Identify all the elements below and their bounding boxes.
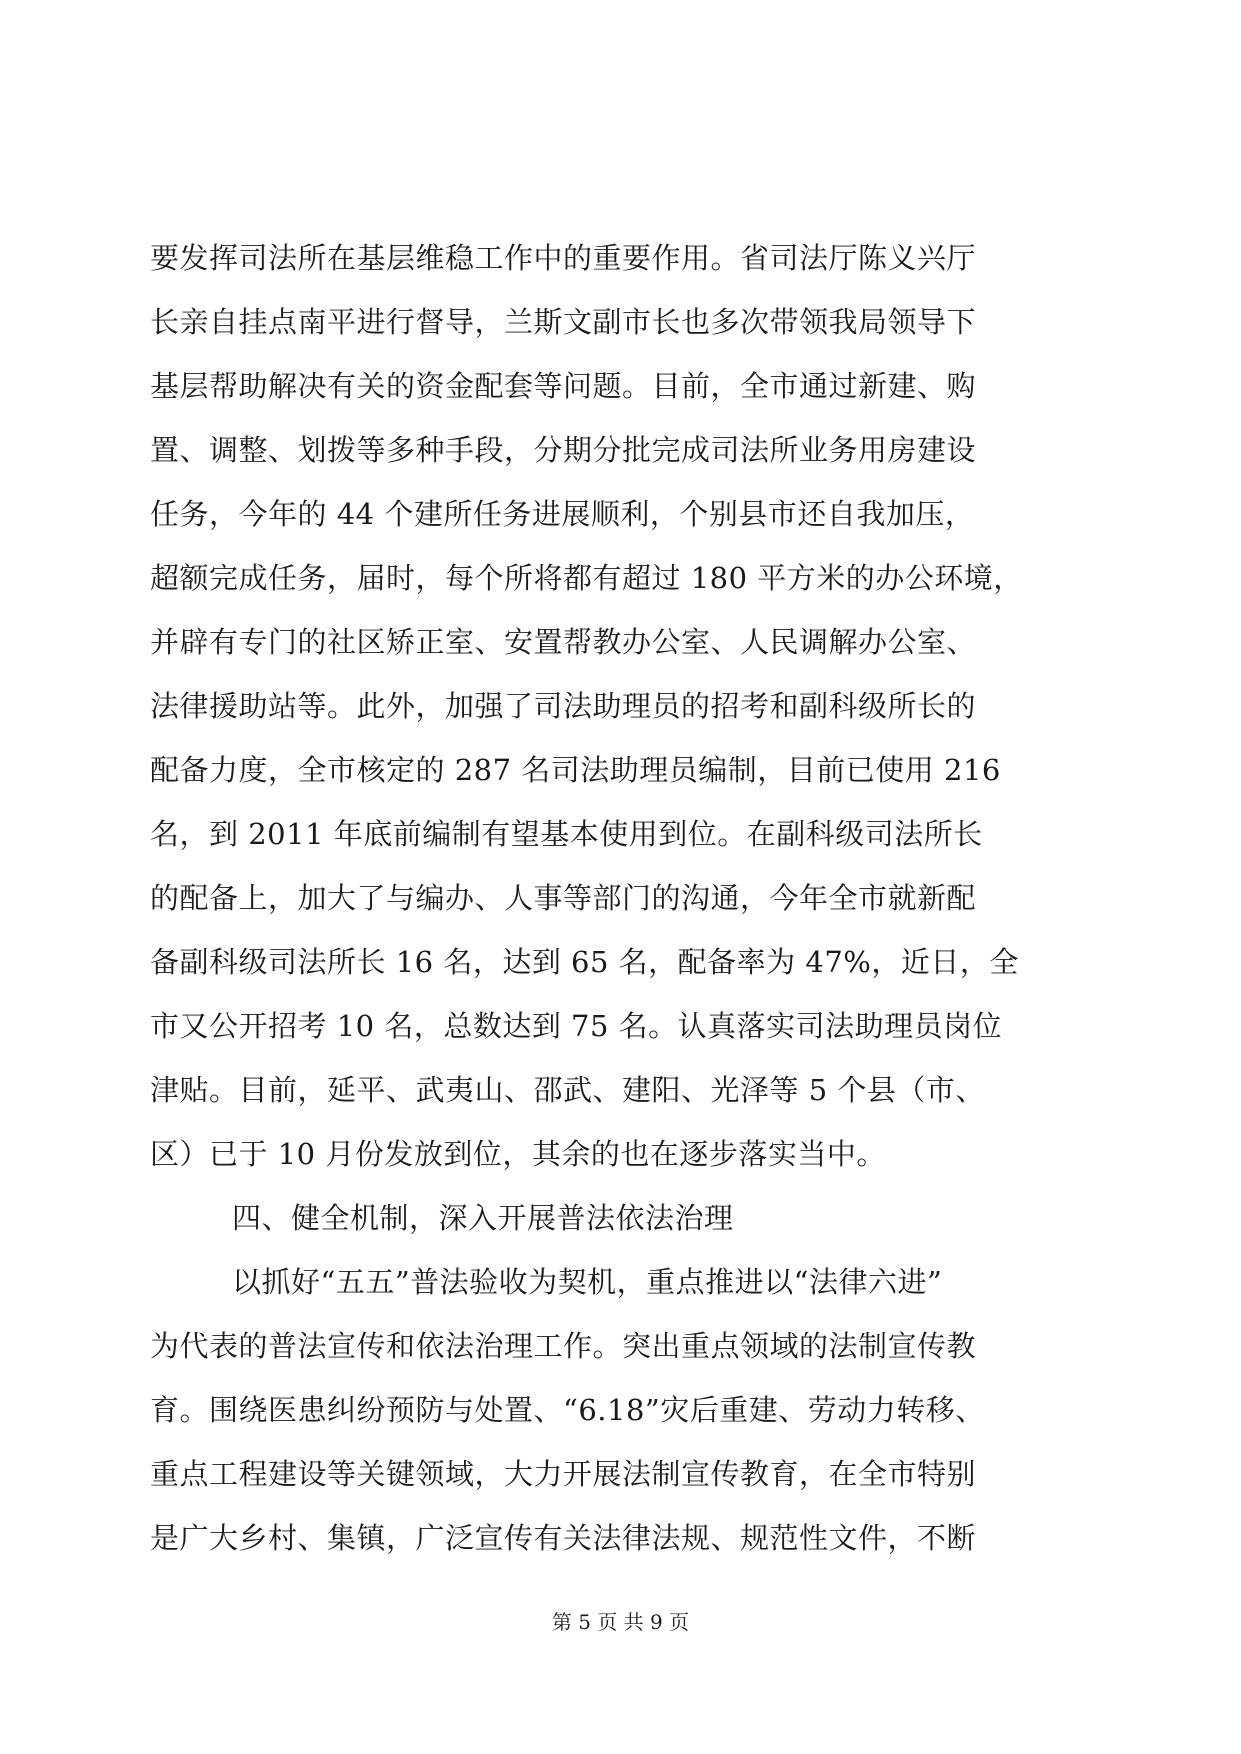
paragraph-line: 置、调整、划拨等多种手段，分期分批完成司法所业务用房建设 xyxy=(150,433,977,467)
paragraph-line: 育。围绕医患纠纷预防与处置、“6.18”灾后重建、劳动力转移、 xyxy=(150,1393,985,1427)
paragraph-line: 配备力度，全市核定的 287 名司法助理员编制，目前已使用 216 xyxy=(150,753,1001,787)
section-heading: 四、健全机制，深入开展普法依法治理 xyxy=(232,1201,734,1235)
paragraph-line: 备副科级司法所长 16 名，达到 65 名，配备率为 47%，近日，全 xyxy=(150,945,1019,979)
paragraph-line: 的配备上，加大了与编办、人事等部门的沟通，今年全市就新配 xyxy=(150,881,977,915)
paragraph-line: 任务，今年的 44 个建所任务进展顺利，个别县市还自我加压， xyxy=(150,497,975,531)
paragraph-line: 长亲自挂点南平进行督导，兰斯文副市长也多次带领我局领导下 xyxy=(150,305,977,339)
paragraph-line: 区）已于 10 月份发放到位，其余的也在逐步落实当中。 xyxy=(150,1137,886,1171)
paragraph-line: 是广大乡村、集镇，广泛宣传有关法律法规、规范性文件，不断 xyxy=(150,1521,977,1555)
paragraph-line: 基层帮助解决有关的资金配套等问题。目前，全市通过新建、购 xyxy=(150,369,977,403)
paragraph-line: 以抓好“五五”普法验收为契机，重点推进以“法律六进” xyxy=(232,1265,943,1299)
paragraph-line: 重点工程建设等关键领域，大力开展法制宣传教育，在全市特别 xyxy=(150,1457,977,1491)
paragraph-line: 要发挥司法所在基层维稳工作中的重要作用。省司法厅陈义兴厅 xyxy=(150,241,977,275)
body-text xyxy=(150,226,1100,1570)
page-number-footer: 第 5 页 共 9 页 xyxy=(551,1610,690,1634)
paragraph-line: 并辟有专门的社区矫正室、安置帮教办公室、人民调解办公室、 xyxy=(150,625,977,659)
paragraph-line: 法律援助站等。此外，加强了司法助理员的招考和副科级所长的 xyxy=(150,689,977,723)
paragraph-line: 名，到 2011 年底前编制有望基本使用到位。在副科级司法所长 xyxy=(150,817,983,851)
paragraph-line: 津贴。目前，延平、武夷山、邵武、建阳、光泽等 5 个县（市、 xyxy=(150,1073,985,1107)
paragraph-line: 超额完成任务，届时，每个所将都有超过 180 平方米的办公环境， xyxy=(150,561,1023,595)
paragraph-line: 市又公开招考 10 名，总数达到 75 名。认真落实司法助理员岗位 xyxy=(150,1009,1003,1043)
paragraph-line: 为代表的普法宣传和依法治理工作。突出重点领域的法制宣传教 xyxy=(150,1329,977,1363)
